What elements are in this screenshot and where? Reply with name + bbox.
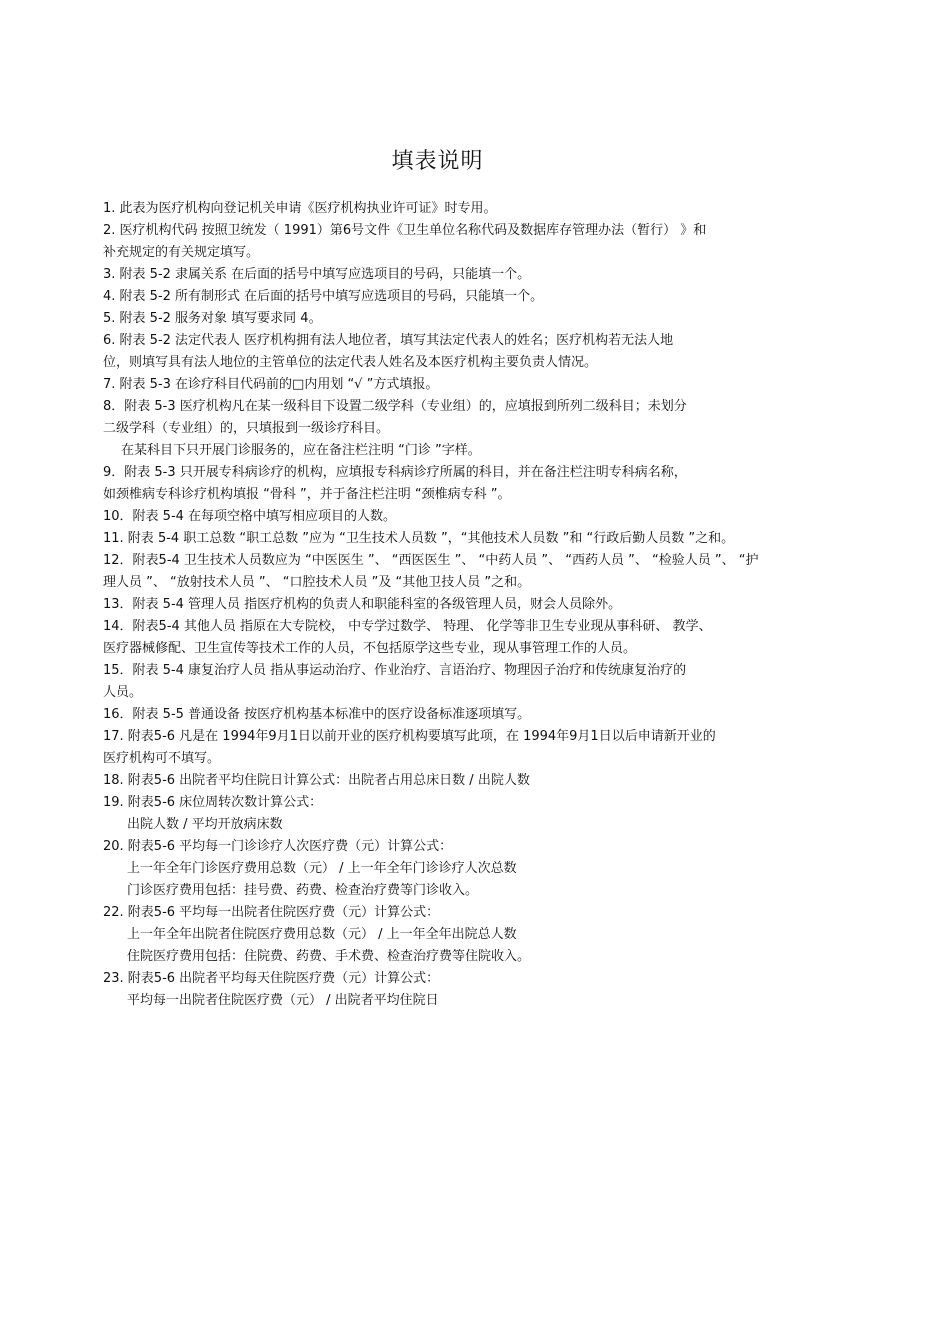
item-6: 6. 附表 5-2 法定代表人 医疗机构拥有法人地位者，填写其法定代表人的姓名；医疗机构若无法人地 (103, 333, 674, 348)
item-8-note: 在某科目下只开展门诊服务的，应在备注栏注明 “门诊 ”字样。 (121, 443, 481, 458)
item-20-formula: 上一年全年门诊医疗费用总数（元） / 上一年全年门诊诊疗人次总数 (127, 861, 517, 876)
item-17-cont: 医疗机构可不填写。 (103, 751, 221, 766)
item-8: 8．附表 5-3 医疗机构凡在某一级科目下设置二级学科（专业组）的，应填报到所列二级科目；未划分 (103, 399, 687, 414)
item-19-formula: 出院人数 / 平均开放病床数 (127, 817, 283, 832)
item-5: 5. 附表 5-2 服务对象 填写要求同 4。 (103, 311, 322, 326)
item-10: 10．附表 5-4 在每项空格中填写相应项目的人数。 (103, 509, 397, 524)
item-13: 13．附表 5-4 管理人员 指医疗机构的负责人和职能科室的各级管理人员，财会人员除外。 (103, 597, 622, 612)
item-19: 19. 附表5-6 床位周转次数计算公式： (103, 795, 323, 810)
item-7: 7. 附表 5-3 在诊疗科目代码前的□内用划 “√ ”方式填报。 (103, 377, 439, 392)
item-8-cont: 二级学科（专业组）的，只填报到一级诊疗科目。 (103, 421, 390, 436)
item-18: 18. 附表5-6 出院者平均住院日计算公式：出院者占用总床日数 / 出院人数 (103, 773, 530, 788)
item-12: 12．附表5-4 卫生技术人员数应为 “中医医生 ”、 “西医医生 ”、 “中药人员 ”、 “西药人员 ”、 “检验人员 ”、 “护 (103, 553, 759, 568)
item-2: 2. 医疗机构代码 按照卫统发（ 1991）第6号文件《卫生单位名称代码及数据库存管理办法（暂行） 》和 (103, 223, 707, 238)
item-11: 11. 附表 5-4 职工总数 “职工总数 ”应为 “卫生技术人员数 ”，“其他技术人员数 ”和 “行政后勤人员数 ”之和。 (103, 531, 735, 546)
item-9: 9．附表 5-3 只开展专科病诊疗的机构，应填报专科病诊疗所属的科目，并在备注栏注明专科病名称， (103, 465, 687, 480)
item-22: 22. 附表5-6 平均每一出院者住院医疗费（元）计算公式： (103, 905, 440, 920)
item-6-cont: 位，则填写具有法人地位的主管单位的法定代表人姓名及本医疗机构主要负责人情况。 (103, 355, 598, 370)
item-17: 17. 附表5-6 凡是在 1994年9月1日以前开业的医疗机构要填写此项，在 1994年9月1日以后申请新开业的 (103, 729, 716, 744)
item-16: 16．附表 5-5 普通设备 按医疗机构基本标准中的医疗设备标准逐项填写。 (103, 707, 531, 722)
item-23: 23. 附表5-6 出院者平均每天住院医疗费（元）计算公式： (103, 971, 440, 986)
item-15: 15．附表 5-4 康复治疗人员 指从事运动治疗、作业治疗、言语治疗、物理因子治疗和传统康复治疗的 (103, 663, 687, 678)
item-1: 1. 此表为医疗机构向登记机关申请《医疗机构执业许可证》时专用。 (103, 201, 497, 216)
page-title: 填表说明 (391, 149, 484, 174)
item-23-formula: 平均每一出院者住院医疗费（元） / 出院者平均住院日 (127, 993, 439, 1008)
item-20-note: 门诊医疗费用包括：挂号费、药费、检查治疗费等门诊收入。 (127, 883, 479, 898)
item-2-cont: 补充规定的有关规定填写。 (103, 245, 260, 260)
item-12-cont: 理人员 ”、 “放射技术人员 ”、 “口腔技术人员 ”及 “其他卫技人员 ”之和。 (103, 575, 531, 590)
item-3: 3. 附表 5-2 隶属关系 在后面的括号中填写应选项目的号码，只能填一个。 (103, 267, 531, 282)
item-9-cont: 如颈椎病专科诊疗机构填报 “骨科 ”，并于备注栏注明 “颈椎病专科 ”。 (103, 487, 511, 502)
item-14: 14．附表5-4 其他人员 指原在大专院校， 中专学过数学、 特理、 化学等非卫生专业现从事科研、 教学、 (103, 619, 712, 634)
item-22-formula: 上一年全年出院者住院医疗费用总数（元） / 上一年全年出院总人数 (127, 927, 517, 942)
item-22-note: 住院医疗费用包括：住院费、药费、手术费、检查治疗费等住院收入。 (127, 949, 531, 964)
item-14-cont: 医疗器械修配、卫生宣传等技术工作的人员，不包括原学这些专业，现从事管理工作的人员。 (103, 641, 637, 656)
instructions-body (103, 198, 845, 1012)
item-4: 4. 附表 5-2 所有制形式 在后面的括号中填写应选项目的号码，只能填一个。 (103, 289, 544, 304)
item-15-cont: 人员。 (103, 685, 143, 700)
item-20: 20. 附表5-6 平均每一门诊诊疗人次医疗费（元）计算公式： (103, 839, 453, 854)
